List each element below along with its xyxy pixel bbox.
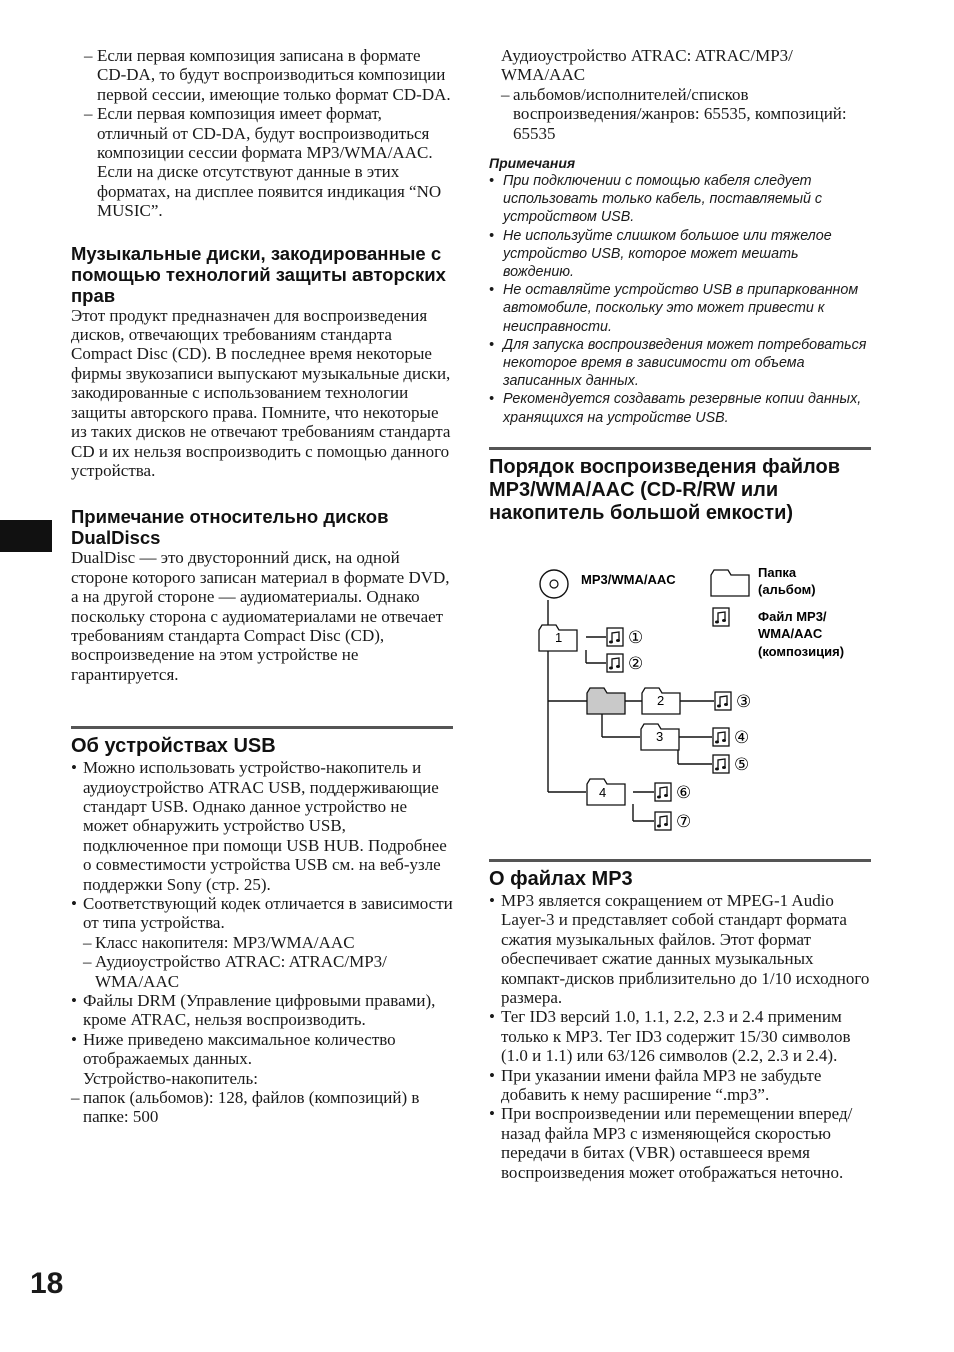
note-item: • Рекомендуется создавать резервные копии данных, хранящихся на устройстве USB. (489, 390, 871, 426)
track-number: ④ (734, 728, 750, 747)
copyright-section (71, 243, 453, 481)
track-icon (607, 628, 623, 646)
note-item: • При подключении с помощью кабеля следует использовать только кабель, поставляемый с устройством USB. (489, 172, 871, 227)
mp3-bullet: • Тег ID3 версий 1.0, 1.1, 2.2, 2.3 и 2.4 применим только к MP3. Тег ID3 содержит 15/30 символов (1.0 и 1.1) или 63/126 символов (2.2, 2.3 и 2.4). (489, 1007, 871, 1065)
track-number: ① (628, 628, 644, 647)
track-icon (713, 755, 729, 773)
legend-folder-icon (711, 570, 749, 596)
note-item: • Не используйте слишком большое или тяжелое устройство USB, которое может мешать вождению. (489, 227, 871, 282)
usb-bullet: • Соответствующий кодек отличается в зависимости от типа устройства. (71, 894, 453, 933)
atrac-continuation (489, 46, 871, 143)
track-number: ⑤ (734, 755, 750, 774)
intro-dash-item: – Если первая композиция записана в формате CD-DA, то будут воспроизводиться композиции первой сессии, имеющие только формат CD-DA. (71, 46, 453, 104)
parent-folder-icon (587, 688, 625, 714)
track-icon (713, 728, 729, 746)
dualdisc-section (71, 506, 453, 684)
dualdisc-body: DualDisc — это двусторонний диск, на одной стороне которого записан материал в формате DVD, а на другой стороне — аудиоматериалы. Однако поскольку сторона с аудиоматериалами не отвечает требованиям стандарта Compact Disc (CD), воспроизведение на этом устройстве не гарантируется. (71, 548, 450, 684)
disc-icon (540, 570, 568, 598)
copyright-body: Этот продукт предназначен для воспроизведения дисков, отвечающих требованиям стандарта Compact Disc (CD). В последнее время некоторые фирмы звукозаписи выпускают музыкальные диски, закодированные с использованием технологии защиты авторского права. Помните, что некоторые из таких дисков не отвечают требованиям стандарта CD и их нельзя воспроизводить с помощью данного устройства. (71, 305, 451, 480)
dualdisc-heading: Примечание относительно дисков DualDiscs (71, 506, 389, 549)
playback-order-heading: Порядок воспроизведения файлов MP3/WMA/AAC (CD-R/RW или накопитель большой емкости) (489, 455, 840, 524)
track-number: ③ (736, 692, 752, 711)
notes-heading: Примечания (489, 155, 576, 172)
usb-bullet: • Файлы DRM (Управление цифровыми правами), кроме ATRAC, нельзя воспроизводить. (71, 991, 453, 1030)
track-number: ⑦ (676, 812, 692, 831)
mp3-bullet: • При воспроизведении или перемещении вперед/назад файла MP3 с изменяющейся скоростью передачи в битах (VBR) оставшееся время воспроизведения может отображаться неточно. (489, 1104, 871, 1182)
track-icon (655, 783, 671, 801)
atrac-sublist (489, 85, 871, 143)
folder-label: 3 (656, 729, 664, 744)
legend-file-label: Файл MP3/ (758, 609, 827, 624)
playback-order-section (489, 447, 871, 525)
mp3-bullet: • MP3 является сокращением от MPEG-1 Audio Layer-3 и представляет собой стандарт формата сжатия музыкальных файлов. Этот формат обеспечивает сжатие данных музыкальных компакт-дисков приблизительно до 1/10 исходного размера. (489, 891, 871, 1007)
atrac-dash-item: – альбомов/исполнителей/списков воспроизведения/жанров: 65535, композиций: 65535 (501, 85, 871, 143)
legend-file-icon (713, 608, 729, 626)
mp3-bullet: • При указании имени файла MP3 не забудьте добавить к нему расширение “.mp3”. (489, 1066, 871, 1105)
storage-label: Устройство-накопитель: (83, 1068, 258, 1088)
intro-dash-item: – Если первая композиция имеет формат, отличный от CD-DA, будут воспроизводиться композиции сессии формата MP3/WMA/AAC. Если на диске отсутствуют данные в этих форматах, на дисплее появится индикация “NO MUSIC”. (71, 104, 453, 220)
usb-heading: Об устройствах USB (71, 735, 276, 758)
legend-file-label: WMA/AAC (758, 626, 823, 641)
usb-bullet: • Ниже приведено максимальное количество отображаемых данных. (71, 1030, 453, 1069)
page-number: 18 (30, 1267, 64, 1300)
mp3-list (489, 891, 871, 1182)
codec-sublist (71, 933, 453, 991)
track-icon (655, 812, 671, 830)
copyright-heading: Музыкальные диски, закодированные с помощью технологий защиты авторских прав (71, 242, 446, 306)
mp3-heading: О файлах MP3 (489, 868, 633, 890)
storage-dash-item: – папок (альбомов): 128, файлов (композиций) в папке: 500 (71, 1088, 453, 1127)
note-item: • Не оставляйте устройство USB в припаркованном автомобиле, поскольку это может привести к неисправности. (489, 281, 871, 336)
notes-block (489, 155, 871, 427)
folder-label: 1 (555, 630, 563, 645)
mp3-section (489, 859, 871, 1182)
root-label: MP3/WMA/AAC (581, 572, 676, 587)
left-column (71, 46, 453, 1127)
codec-dash-item: – Класс накопителя: MP3/WMA/AAC (83, 933, 453, 952)
section-tab-marker (0, 520, 52, 552)
folder-tree-diagram (530, 560, 880, 840)
legend-folder-label: Папка (758, 565, 797, 580)
folder-label: 4 (599, 785, 607, 800)
legend-file-label: (композиция) (758, 644, 845, 659)
codec-dash-item: – Аудиоустройство ATRAC: ATRAC/MP3/ WMA/AAC (83, 952, 453, 991)
usb-list (71, 758, 453, 1127)
track-number: ② (628, 654, 644, 673)
intro-dash-list (71, 46, 453, 221)
track-number: ⑥ (676, 783, 692, 802)
usb-section (71, 726, 453, 1127)
notes-list (489, 172, 871, 427)
atrac-label: Аудиоустройство ATRAC: ATRAC/MP3/ WMA/AAC (501, 46, 793, 85)
track-icon (607, 654, 623, 672)
usb-bullet: • Можно использовать устройство-накопитель и аудиоустройство ATRAC USB, поддерживающие стандарт USB. Однако данное устройство не может обнаружить устройство USB, подключенное при помощи USB HUB. Подробнее о совместимости устройства USB см. на веб-узле поддержки Sony (стр. 25). (71, 758, 453, 894)
track-icon (715, 692, 731, 710)
legend-folder-label: (альбом) (758, 582, 816, 597)
note-item: • Для запуска воспроизведения может потребоваться некоторое время в зависимости от объема записанных данных. (489, 336, 871, 391)
folder-label: 2 (657, 693, 665, 708)
